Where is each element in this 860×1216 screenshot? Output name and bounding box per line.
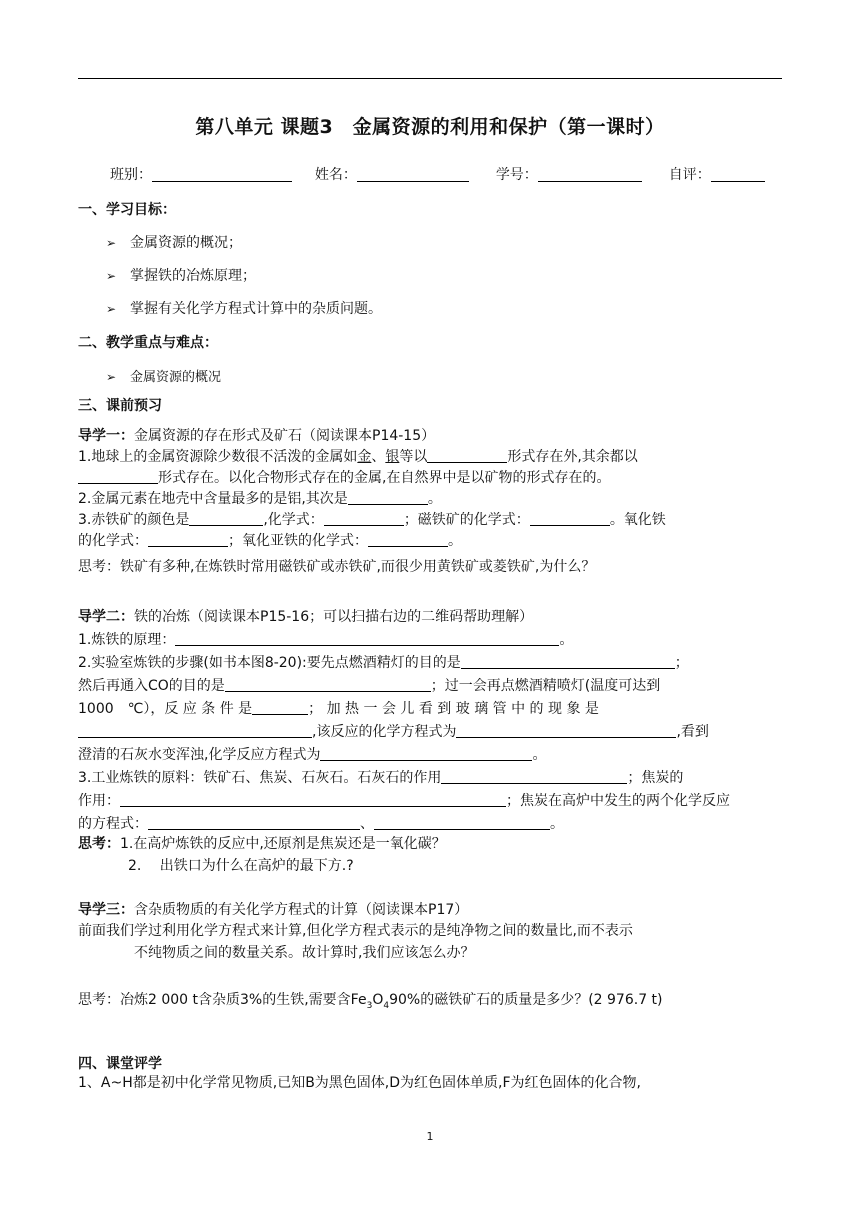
self-eval-blank[interactable]	[711, 167, 765, 182]
arrow-bullet-icon: ➢	[106, 236, 117, 250]
section-heading-class-eval: 四、课堂评学	[78, 1056, 162, 1072]
answer-blank[interactable]	[225, 678, 431, 692]
answer-blank[interactable]	[120, 793, 506, 807]
self-eval-label: 自评：	[668, 167, 711, 183]
answer-blank[interactable]	[368, 533, 448, 547]
page-title: 第八单元 课题3 金属资源的利用和保护（第一课时）	[195, 116, 665, 138]
guide2-line3: 然后再通入CO的目的是 ；过一会再点燃酒精喷灯(温度可达到	[78, 678, 661, 694]
answer-blank[interactable]	[78, 470, 158, 484]
guide2-line1: 1.炼铁的原理： 。	[78, 632, 574, 648]
answer-blank[interactable]	[148, 816, 360, 830]
arrow-bullet-icon: ➢	[106, 269, 117, 283]
answer-blank[interactable]	[324, 512, 404, 526]
guide3-think: 思考：冶炼2 000 t含杂质3%的生铁,需要含$Fe_3O_490\%$的磁铁矿石的质量是多少？(2 976.7 t)	[78, 992, 663, 1011]
answer-blank[interactable]	[175, 632, 559, 646]
guide1-line1: 1.地球上的金属资源除少数很不活泼的金属如金、银等以 形式存在外,其余都以	[78, 449, 638, 465]
number-label: 学号：	[495, 167, 538, 183]
guide1-line5: 的化学式： ；氧化亚铁的化学式： 。	[78, 533, 462, 549]
section-heading-objectives: 一、学习目标：	[78, 202, 176, 218]
guide2-think1: 思考：1.在高炉炼铁的反应中,还原剂是焦炭还是一氧化碳？	[78, 836, 446, 852]
arrow-bullet-icon: ➢	[106, 302, 117, 316]
guide2-line6: 澄清的石灰水变浑浊,化学反应方程式为 。	[78, 747, 547, 763]
guide3-line1: 前面我们学过利用化学方程式来计算,但化学方程式表示的是纯净物之间的数量比,而不表示	[78, 923, 633, 939]
list-item: ➢ 金属资源的概况；	[106, 235, 242, 251]
answer-blank[interactable]	[456, 724, 676, 738]
guide2-line5: ,该反应的化学方程式为 ,看到	[78, 722, 782, 742]
answer-blank[interactable]	[374, 816, 550, 830]
question1-line1: 1、A~H都是初中化学常见物质,已知B为黑色固体,D为红色固体单质,F为红色固体的化合物,	[78, 1075, 641, 1091]
guide2-line4: 1000 ℃），反 应 条 件 是 ； 加 热 一 会 儿 看 到 玻 璃 管 中 的 现 象 是	[78, 701, 599, 717]
list-item: ➢ 掌握有关化学方程式计算中的杂质问题。	[106, 301, 382, 317]
answer-blank[interactable]	[148, 533, 228, 547]
answer-blank[interactable]	[461, 655, 675, 669]
guide3-title: 导学三：含杂质物质的有关化学方程式的计算（阅读课本P17）	[78, 902, 469, 918]
number-blank[interactable]	[538, 167, 642, 182]
top-rule	[78, 78, 782, 79]
class-blank[interactable]	[152, 167, 292, 182]
guide1-line2: 形式存在。以化合物形式存在的金属,在自然界中是以矿物的形式存在的。	[78, 468, 782, 488]
section-heading-key-points: 二、教学重点与难点：	[78, 335, 218, 351]
guide2-line9: 的方程式： 、 。	[78, 816, 564, 832]
answer-blank[interactable]	[78, 724, 312, 738]
answer-blank[interactable]	[427, 449, 507, 463]
list-item: ➢ 金属资源的概况	[106, 370, 222, 385]
name-blank[interactable]	[357, 167, 469, 182]
guide3-line2: 不纯物质之间的数量关系。故计算时,我们应该怎么办？	[134, 945, 475, 961]
answer-blank[interactable]	[189, 512, 263, 526]
page-number: 1	[426, 1130, 434, 1143]
guide1-line3: 2.金属元素在地壳中含量最多的是铝,其次是 。	[78, 491, 442, 507]
class-label: 班别：	[110, 167, 152, 183]
guide2-line8: 作用： ；焦炭在高炉中发生的两个化学反应	[78, 793, 730, 809]
guide2-line2: 2.实验室炼铁的步骤(如书本图8-20):要先点燃酒精灯的目的是 ；	[78, 655, 689, 671]
answer-blank[interactable]	[348, 491, 428, 505]
guide1-line4: 3.赤铁矿的颜色是 ,化学式： ；磁铁矿的化学式： 。氧化铁	[78, 512, 666, 528]
name-label: 姓名：	[314, 167, 357, 183]
guide2-think2: 2. 出铁口为什么在高炉的最下方.?	[128, 858, 354, 874]
arrow-bullet-icon: ➢	[106, 370, 117, 384]
guide2-title: 导学二：铁的冶炼（阅读课本P15-16；可以扫描右边的二维码帮助理解）	[78, 609, 534, 625]
list-item: ➢ 掌握铁的冶炼原理；	[106, 268, 256, 284]
answer-blank[interactable]	[530, 512, 610, 526]
answer-blank[interactable]	[252, 701, 308, 715]
student-info-fields	[110, 164, 782, 184]
guide2-line7: 3.工业炼铁的原料：铁矿石、焦炭、石灰石。石灰石的作用 ；焦炭的	[78, 770, 684, 786]
guide1-title: 导学一：金属资源的存在形式及矿石（阅读课本P14-15）	[78, 428, 436, 444]
answer-blank[interactable]	[320, 747, 532, 761]
section-heading-preview: 三、课前预习	[78, 398, 162, 414]
answer-blank[interactable]	[441, 770, 627, 784]
guide1-think: 思考：铁矿有多种,在炼铁时常用磁铁矿或赤铁矿,而很少用黄铁矿或菱铁矿,为什么？	[78, 559, 596, 575]
